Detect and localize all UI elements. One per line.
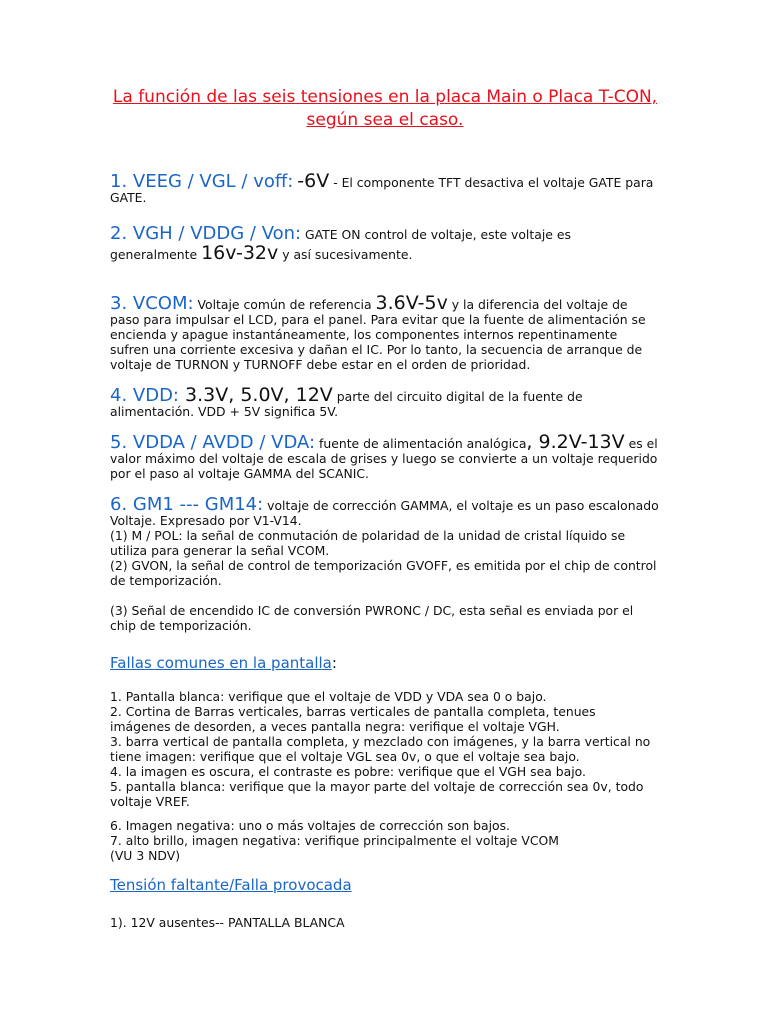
item-2 xyxy=(110,225,660,264)
item-6-line-3: (1) M / POL: la señal de conmutación de polaridad de la unidad de cristal líquido se utiliza para generar la señal VCOM. xyxy=(110,528,626,558)
item-5-heading: 5. VDDA / AVDD / VDA: xyxy=(110,432,316,453)
fallas-heading-colon: : xyxy=(331,654,337,672)
item-5-text-1: fuente de alimentación analógica xyxy=(315,436,527,451)
fallas-heading-row xyxy=(110,656,660,671)
item-3-heading: 3. VCOM: xyxy=(110,293,194,314)
item-5 xyxy=(110,431,660,481)
item-4-text: parte del circuito digital de la fuente de alimentación. VDD + 5V significa 5V. xyxy=(110,389,583,419)
item-1-text: - El componente TFT desactiva el voltaje GATE para GATE. xyxy=(110,175,654,205)
list-item: 4. la imagen es oscura, el contraste es pobre: verifique que el VGH sea bajo. xyxy=(110,764,586,779)
item-1-heading: 1. VEEG / VGL / voff: xyxy=(110,171,294,192)
list-item: 7. alto brillo, imagen negativa: verifique principalmente el voltaje VCOM xyxy=(110,833,559,848)
item-5-value: , 9.2V-13V xyxy=(526,431,625,453)
item-1 xyxy=(110,170,660,205)
item-2-text-1: GATE ON control de voltaje, este voltaje es generalmente xyxy=(110,227,571,262)
list-item: 2. Cortina de Barras verticales, barras verticales de pantalla completa, tenues imágenes de desorden, a veces pantalla negra: verifique el voltaje VGH. xyxy=(110,704,596,734)
item-4-value: 3.3V, 5.0V, 12V xyxy=(179,384,333,406)
item-3-text-2: y la diferencia del voltaje de paso para impulsar el LCD, para el panel. Para evitar que la fuente de alimentación se encienda y apague instantáneamente, los componentes internos repentinamente sufren una corriente excesiva y dañan el IC. Por lo tanto, la secuencia de arranque de voltaje de TURNON y TURNOFF debe estar en el orden de prioridad. xyxy=(110,297,646,372)
item-2-value: 16v-32v xyxy=(201,242,279,264)
fallas-list xyxy=(110,689,660,809)
item-6 xyxy=(110,494,660,633)
tension-heading[interactable]: Tensión faltante/Falla provocada xyxy=(110,876,352,894)
item-3-value: 3.6V-5v xyxy=(375,292,448,314)
tension-line xyxy=(110,915,660,930)
list-item: 3. barra vertical de pantalla completa, y mezclado con imágenes, y la barra vertical no tiene imagen: verifique que el voltaje VGL sea 0v, o que el voltaje sea bajo. xyxy=(110,734,651,764)
item-4-heading: 4. VDD: xyxy=(110,385,179,406)
tension-item: 1). 12V ausentes-- PANTALLA BLANCA xyxy=(110,915,345,930)
item-6-heading: 6. GM1 --- GM14: xyxy=(110,494,264,515)
item-6-line-2: Voltaje. Expresado por V1-V14. xyxy=(110,513,302,528)
tension-heading-row xyxy=(110,878,660,893)
item-6-line-5: (3) Señal de encendido IC de conversión PWRONC / DC, esta señal es enviada por el chip de temporización. xyxy=(110,603,634,633)
item-3 xyxy=(110,292,660,372)
item-6-text: voltaje de corrección GAMMA, el voltaje es un paso escalonado xyxy=(263,498,659,513)
item-6-line-4: (2) GVON, la señal de control de temporización GVOFF, es emitida por el chip de control de temporización. xyxy=(110,558,657,588)
list-item: 6. Imagen negativa: uno o más voltajes de corrección son bajos. xyxy=(110,818,510,833)
list-item: (VU 3 NDV) xyxy=(110,848,181,863)
item-4 xyxy=(110,384,660,419)
fallas-list-2 xyxy=(110,818,660,863)
item-5-text-2: es el valor máximo del voltaje de escala de grises y luego se convierte a un voltaje requerido por el paso al voltaje GAMMA del SCANIC. xyxy=(110,436,658,481)
item-1-value: -6V xyxy=(297,170,330,192)
page-title: La función de las seis tensiones en la placa Main o Placa T-CON, según sea el caso. xyxy=(112,87,658,130)
fallas-heading[interactable]: Fallas comunes en la pantalla xyxy=(110,654,332,672)
list-item: 1. Pantalla blanca: verifique que el voltaje de VDD y VDA sea 0 o bajo. xyxy=(110,689,547,704)
item-2-text-2: y así sucesivamente. xyxy=(278,247,413,262)
item-3-text-1: Voltaje común de referencia xyxy=(193,297,376,312)
item-2-heading: 2. VGH / VDDG / Von: xyxy=(110,223,302,244)
list-item: 5. pantalla blanca: verifique que la mayor parte del voltaje de corrección sea 0v, todo voltaje VREF. xyxy=(110,779,644,809)
